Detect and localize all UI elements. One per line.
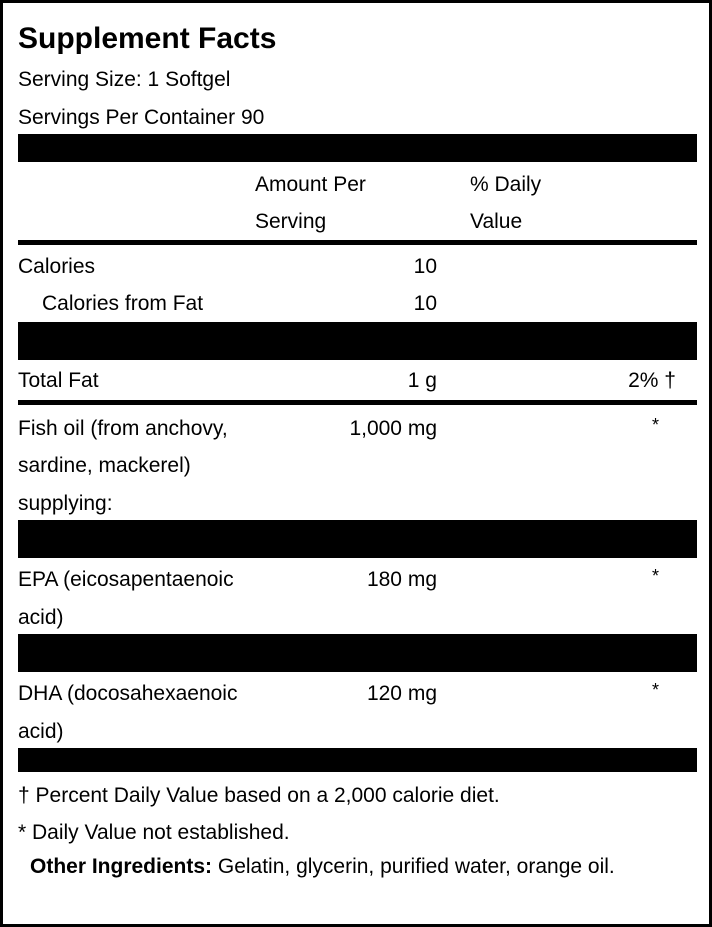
epa-label-line2: acid) [18,606,64,629]
thick-divider [18,520,697,558]
total-fat-amount: 1 g [407,369,437,392]
total-fat-label: Total Fat [18,369,99,392]
thick-divider [18,134,697,162]
servings-per-container: Servings Per Container 90 [18,106,265,129]
fish-oil-label-line2: sardine, mackerel) [18,454,191,477]
panel-title: Supplement Facts [18,22,277,55]
dha-label-line2: acid) [18,720,64,743]
epa-label-line1: EPA (eicosapentaenoic [18,568,234,591]
dha-amount: 120 mg [366,682,437,705]
epa-amount: 180 mg [366,568,437,591]
dha-label-line1: DHA (docosahexaenoic [18,682,238,705]
footnote-daily-value: † Percent Daily Value based on a 2,000 calorie diet. [18,784,500,807]
thick-divider [18,634,697,672]
serving-size: Serving Size: 1 Softgel [18,68,231,91]
fish-oil-label-line1: Fish oil (from anchovy, [18,417,228,440]
epa-dv: * [652,566,660,586]
footnote-not-established: * Daily Value not established. [18,821,290,844]
other-ingredients [30,855,615,879]
dv-header-line1: % Daily [470,173,542,196]
calories-from-fat-amount: 10 [413,292,437,315]
other-ingredients-text: Gelatin, glycerin, purified water, orange oil. [212,855,615,878]
other-ingredients-label: Other Ingredients: [30,855,213,878]
fish-oil-dv: * [652,415,660,435]
calories-label: Calories [18,255,96,278]
amount-header-line2: Serving [255,210,327,233]
total-fat-dv: 2% † [628,369,676,392]
calories-amount: 10 [413,255,437,278]
dv-header-line2: Value [470,210,523,233]
amount-header-line1: Amount Per [255,173,366,196]
calories-from-fat-label: Calories from Fat [42,292,204,315]
fish-oil-label-line3: supplying: [18,492,113,515]
row-divider [18,400,697,405]
fish-oil-amount: 1,000 mg [349,417,437,440]
thick-divider [18,748,697,772]
dha-dv: * [652,680,660,700]
thick-divider [18,322,697,360]
header-divider [18,240,697,245]
